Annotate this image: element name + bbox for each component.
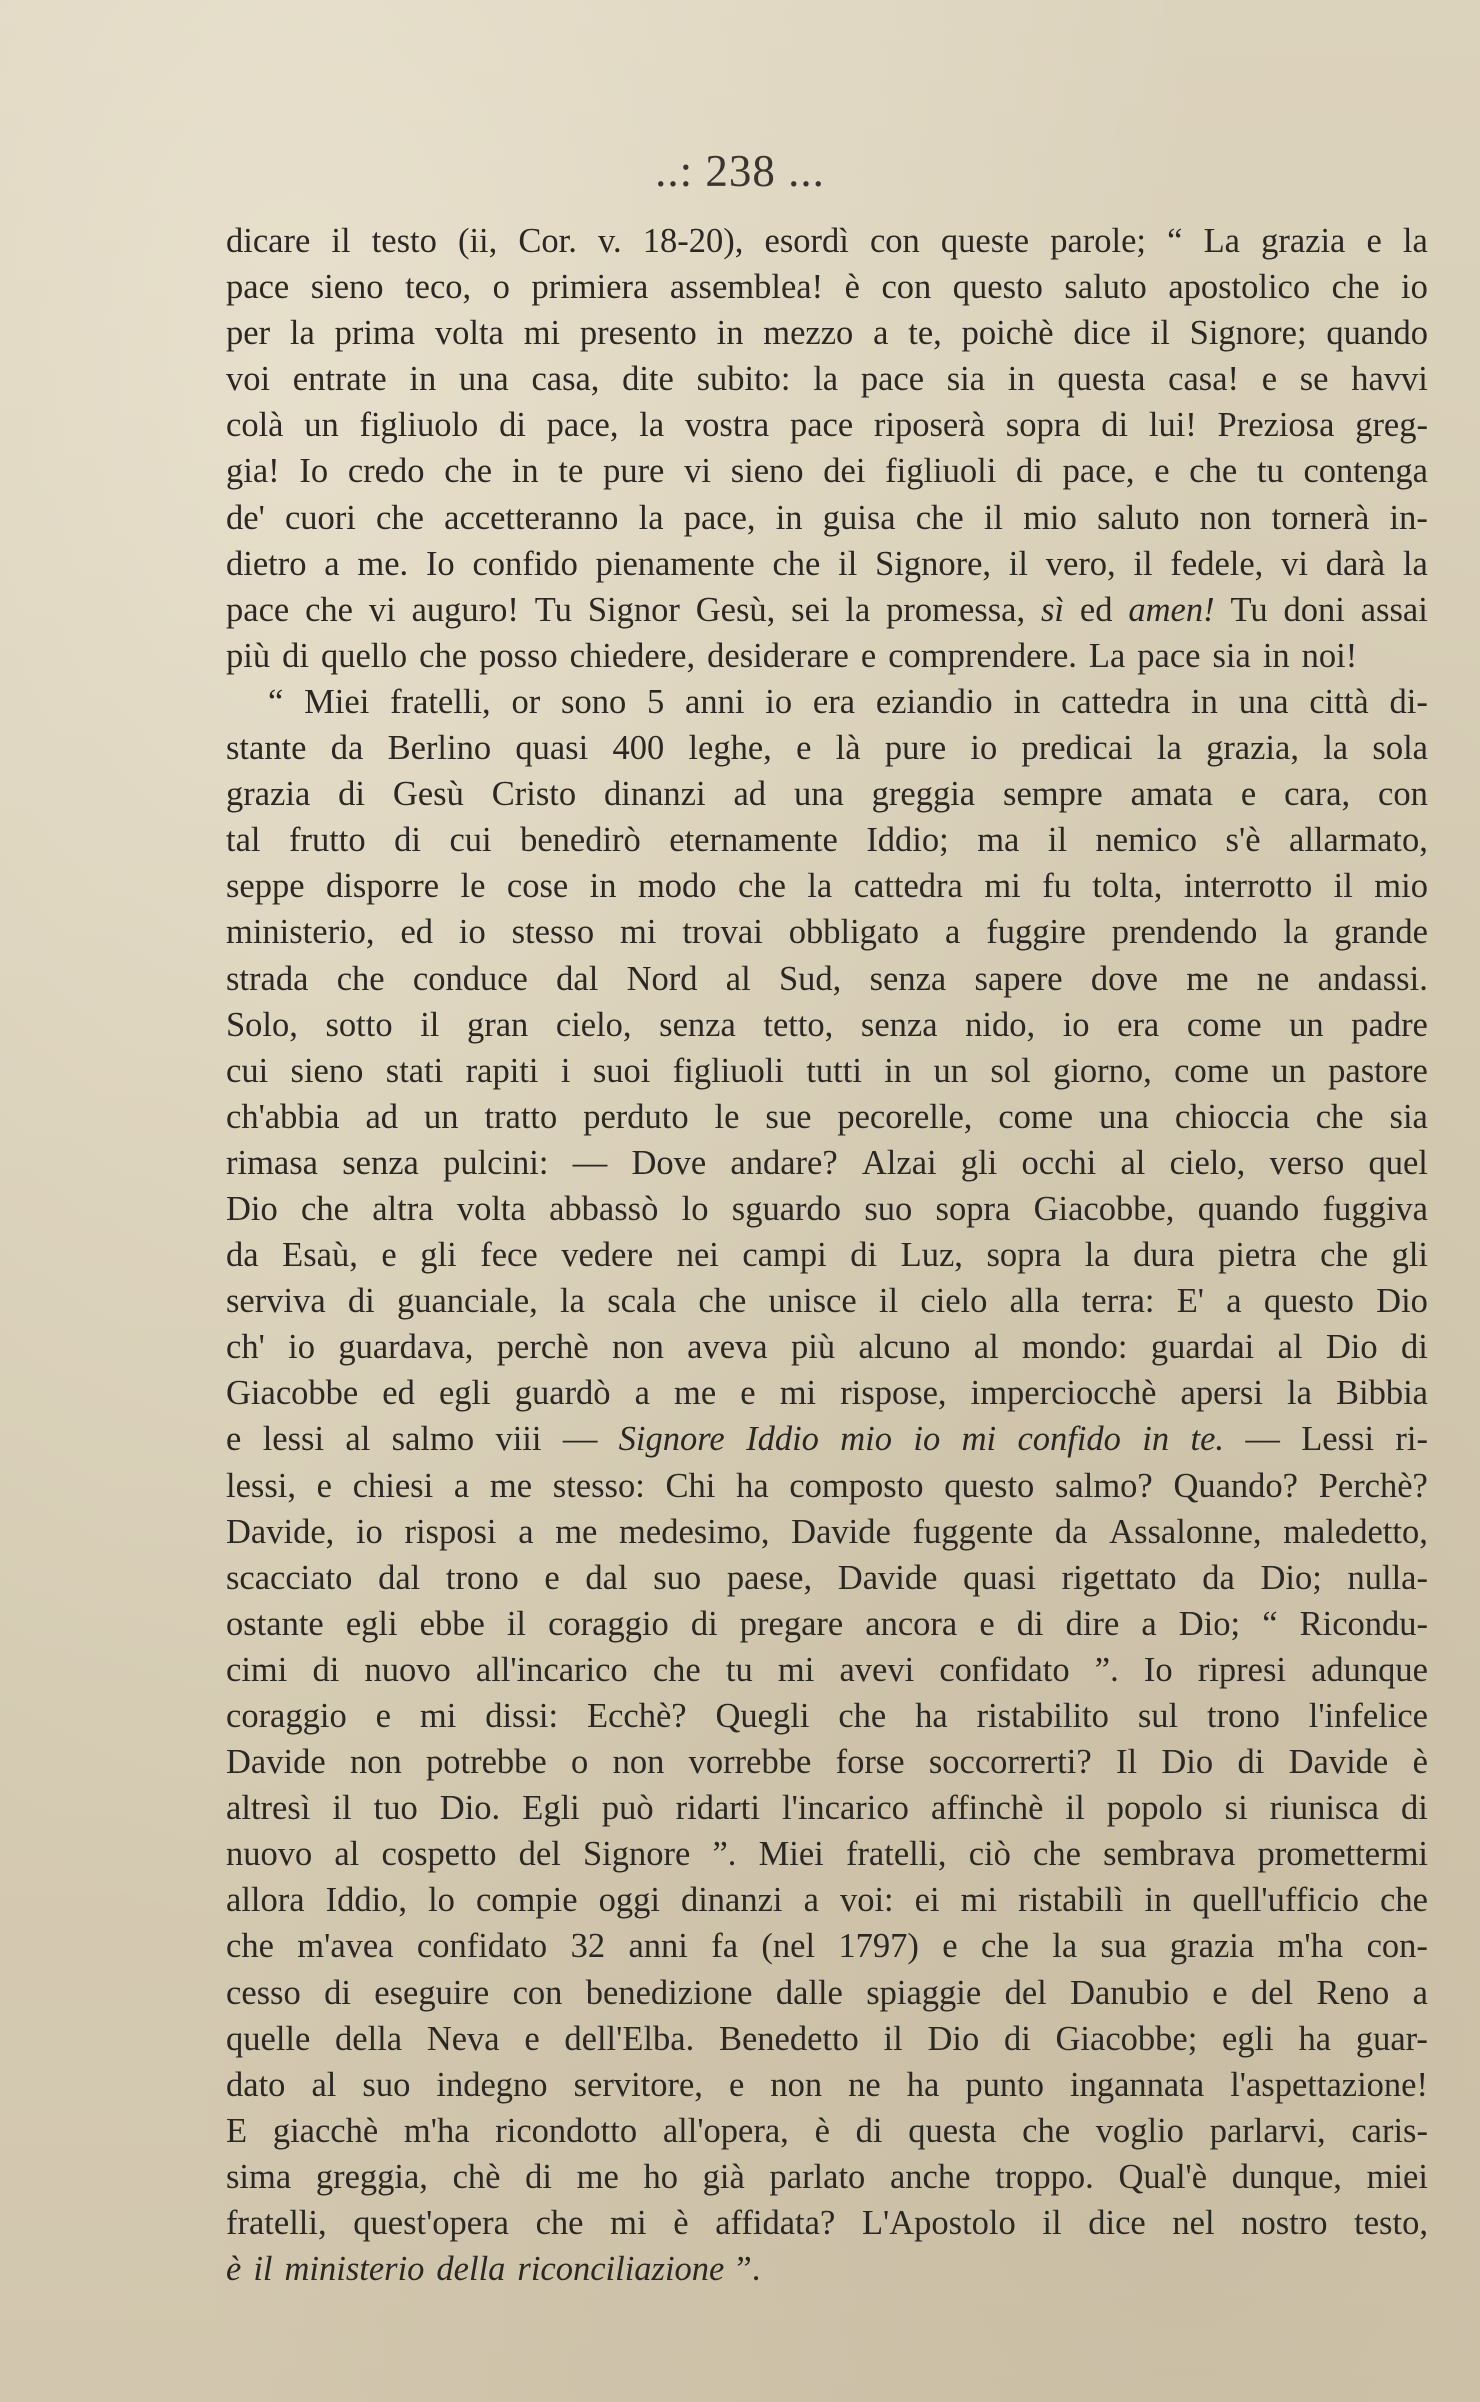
text-line: per la prima volta mi presento in mezzo a te, poichè dice il Signore; quando xyxy=(226,314,1428,353)
text-line: e lessi al salmo viii — Signore Iddio mio io mi confido in te. — Lessi ri- xyxy=(226,1420,1428,1459)
text-line: de' cuori che accetteranno la pace, in guisa che il mio saluto non tornerà in- xyxy=(226,498,1428,537)
text-line: Dio che altra volta abbassò lo sguardo suo sopra Giacobbe, quando fuggiva xyxy=(226,1189,1428,1228)
text-line: ministerio, ed io stesso mi trovai obbligato a fuggire prendendo la grande xyxy=(226,913,1428,952)
text-line: grazia di Gesù Cristo dinanzi ad una greggia sempre amata e cara, con xyxy=(226,775,1428,814)
text-line: nuovo al cospetto del Signore ”. Miei fratelli, ciò che sembrava promettermi xyxy=(226,1835,1428,1874)
text-line: gia! Io credo che in te pure vi sieno dei figliuoli di pace, e che tu contenga xyxy=(226,452,1428,491)
text-line: cimi di nuovo all'incarico che tu mi avevi confidato ”. Io ripresi adunque xyxy=(226,1650,1428,1689)
text-line: Solo, sotto il gran cielo, senza tetto, senza nido, io era come un padre xyxy=(226,1005,1428,1044)
text-line: scacciato dal trono e dal suo paese, Davide quasi rigettato da Dio; nulla- xyxy=(226,1558,1428,1597)
text-line: dietro a me. Io confido pienamente che il Signore, il vero, il fedele, vi darà la xyxy=(226,544,1428,583)
text-line: Davide non potrebbe o non vorrebbe forse soccorrerti? Il Dio di Davide è xyxy=(226,1743,1428,1782)
text-line: più di quello che posso chiedere, desiderare e comprendere. La pace sia in noi! xyxy=(226,636,1358,675)
text-line: fratelli, quest'opera che mi è affidata? L'Apostolo il dice nel nostro testo, xyxy=(226,2204,1428,2243)
text-line: altresì il tuo Dio. Egli può ridarti l'incarico affinchè il popolo si riunisca di xyxy=(226,1789,1428,1828)
text-line: allora Iddio, lo compie oggi dinanzi a voi: ei mi ristabilì in quell'ufficio che xyxy=(226,1881,1428,1920)
text-line: rimasa senza pulcini: — Dove andare? Alzai gli occhi al cielo, verso quel xyxy=(226,1143,1428,1182)
text-line: “ Miei fratelli, or sono 5 anni io era eziandio in cattedra in una città di- xyxy=(268,682,1428,721)
text-line: che m'avea confidato 32 anni fa (nel 1797) e che la sua grazia m'ha con- xyxy=(226,1927,1428,1966)
text-line: dicare il testo (ii, Cor. v. 18-20), esordì con queste parole; “ La grazia e la xyxy=(226,222,1428,260)
text-line: quelle della Neva e dell'Elba. Benedetto il Dio di Giacobbe; egli ha guar- xyxy=(226,2019,1428,2058)
text-line: ch'abbia ad un tratto perduto le sue pecorelle, come una chioccia che sia xyxy=(226,1097,1428,1136)
text-line: pace sieno teco, o primiera assemblea! è con questo saluto apostolico che io xyxy=(226,268,1428,307)
text-line: lessi, e chiesi a me stesso: Chi ha composto questo salmo? Quando? Perchè? xyxy=(226,1466,1428,1505)
text-line: Davide, io risposi a me medesimo, Davide fuggente da Assalonne, maledetto, xyxy=(226,1512,1428,1551)
text-line: Giacobbe ed egli guardò a me e mi rispose, imperciocchè apersi la Bibbia xyxy=(226,1374,1428,1413)
text-line: cesso di eseguire con benedizione dalle spiaggie del Danubio e del Reno a xyxy=(226,1973,1428,2012)
text-line: E giacchè m'ha ricondotto all'opera, è di questa che voglio parlarvi, caris- xyxy=(226,2111,1428,2150)
text-line: tal frutto di cui benedirò eternamente Iddio; ma il nemico s'è allarmato, xyxy=(226,821,1428,860)
text-line: serviva di guanciale, la scala che unisce il cielo alla terra: E' a questo Dio xyxy=(226,1282,1428,1321)
text-line: ostante egli ebbe il coraggio di pregare ancora e di dire a Dio; “ Ricondu- xyxy=(226,1604,1428,1643)
text-line: dato al suo indegno servitore, e non ne ha punto ingannata l'aspettazione! xyxy=(226,2065,1428,2104)
text-line: sima greggia, chè di me ho già parlato anche troppo. Qual'è dunque, miei xyxy=(226,2157,1428,2196)
text-line: coraggio e mi dissi: Ecchè? Quegli che ha ristabilito sul trono l'infelice xyxy=(226,1697,1428,1735)
body-text xyxy=(226,218,1428,2292)
page-number: ..: 238 ... xyxy=(655,146,825,196)
text-line: da Esaù, e gli fece vedere nei campi di Luz, sopra la dura pietra che gli xyxy=(226,1236,1428,1275)
text-line: strada che conduce dal Nord al Sud, senza sapere dove me ne andassi. xyxy=(226,959,1428,998)
text-line: è il ministerio della riconciliazione ”. xyxy=(226,2250,761,2289)
text-line: voi entrate in una casa, dite subito: la pace sia in questa casa! e se havvi xyxy=(226,360,1428,399)
text-line: colà un figliuolo di pace, la vostra pace riposerà sopra di lui! Preziosa greg- xyxy=(226,406,1428,445)
text-line: seppe disporre le cose in modo che la cattedra mi fu tolta, interrotto il mio xyxy=(226,867,1428,906)
text-line: ch' io guardava, perchè non aveva più alcuno al mondo: guardai al Dio di xyxy=(226,1328,1428,1367)
text-line: cui sieno stati rapiti i suoi figliuoli tutti in un sol giorno, come un pastore xyxy=(226,1051,1428,1090)
text-line: pace che vi auguro! Tu Signor Gesù, sei la promessa, sì ed amen! Tu doni assai xyxy=(226,590,1428,629)
text-line: stante da Berlino quasi 400 leghe, e là pure io predicai la grazia, la sola xyxy=(226,729,1428,768)
